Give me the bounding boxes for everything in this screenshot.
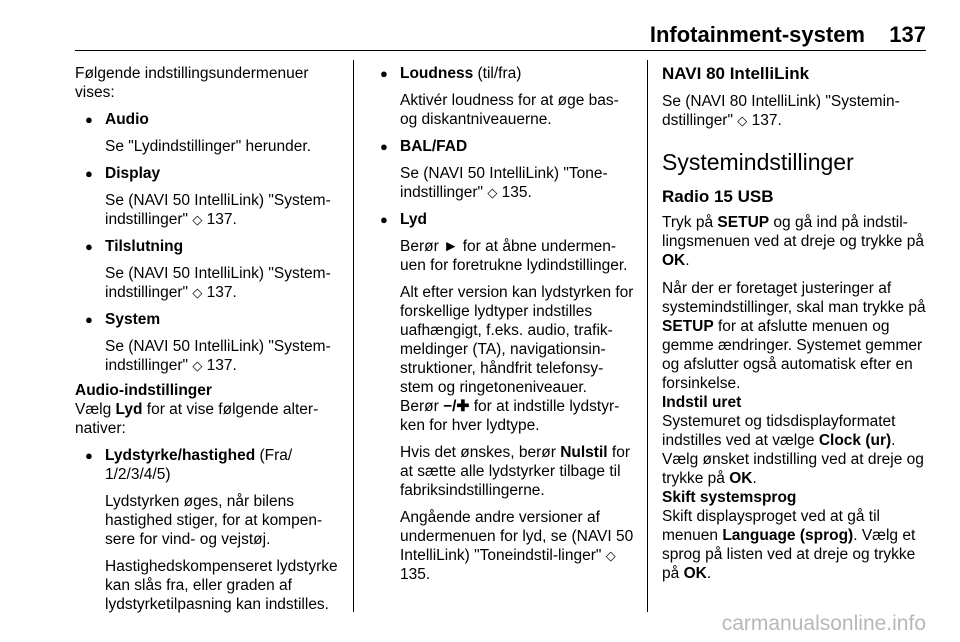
page-header — [0, 0, 960, 52]
bullet-icon: ● — [85, 112, 93, 127]
page-reference-icon: ◇ — [192, 212, 203, 227]
clock-heading: Indstil uret — [662, 394, 742, 411]
audio-intro: Vælg Lyd for at vise følgende alter-nativer: — [75, 401, 319, 437]
bullet-body: Berør ► for at åbne undermen-uen for foretrukne lydindstillinger. — [400, 238, 628, 274]
audio-settings-heading: Audio-indstillinger — [75, 382, 212, 399]
bullet-body: Lydstyrken øges, når bilens hastighed stiger, for at kompen-sere for vind- og vejstøj. — [105, 493, 323, 548]
bullet-lyd — [370, 210, 634, 584]
column-1 — [75, 64, 345, 614]
page-reference-icon: ◇ — [192, 285, 203, 300]
bullet-body: Se "Lydindstillinger" herunder. — [105, 138, 312, 155]
column-divider-1 — [353, 60, 354, 612]
header-title: Infotainment-system — [649, 22, 865, 47]
bullet-icon: ● — [380, 212, 388, 227]
page-reference-icon: ◇ — [192, 358, 203, 373]
bullet-icon: ● — [85, 312, 93, 327]
language-paragraph: Skift displaysproget ved at gå til menuen Language (sprog). Vælg et sprog på listen ved at dreje og trykke på OK. — [662, 508, 916, 582]
bullet-loudness — [370, 64, 634, 129]
language-heading: Skift systemsprog — [662, 489, 797, 506]
bullet-body: Alt efter version kan lydstyrken for forskellige lydtyper indstilles uafhængigt, f.eks. audio, trafik-meldinger (TA), navigationsin-struktioner, håndfrit telefonsy-stem og ringetoneniveauer. Berør −/✚ for at indstille lydstyr-ken for hver lydtype. — [400, 284, 634, 434]
bullet-audio — [75, 110, 345, 156]
bullet-icon: ● — [380, 66, 388, 81]
radio-paragraph-1: Tryk på SETUP og gå ind på indstil-lingsmenuen ved at dreje og trykke på OK. — [662, 214, 924, 269]
bullet-system — [75, 310, 345, 375]
bullet-display — [75, 164, 345, 229]
bullet-icon: ● — [85, 239, 93, 254]
bullet-speed-volume — [75, 446, 345, 614]
intro-text: Følgende indstillingsundermenuer vises: — [75, 65, 309, 101]
play-arrow-icon: ► — [443, 238, 459, 255]
bullet-body: Se (NAVI 50 IntelliLink) "System-indstillinger" ◇ 137. — [105, 265, 331, 301]
bullet-body: Hvis det ønskes, berør Nulstil for at sætte alle lydstyrker tilbage til fabriksindstillingerne. — [400, 444, 630, 499]
bullet-title: Display — [105, 165, 161, 182]
page-reference-icon: ◇ — [487, 185, 498, 200]
radio-paragraph-2: Når der er foretaget justeringer af systemindstillinger, skal man trykke på SETUP for at afslutte menuen og gemme ændringer. Systemet gemmer og afslutter også automatisk efter en forsinkelse. — [662, 280, 926, 392]
bullet-title: Loudness (til/fra) — [400, 65, 522, 82]
navi80-body: Se (NAVI 80 IntelliLink) "Systemin-dstillinger" ◇ 137. — [662, 93, 900, 129]
minus-plus-icon: −/✚ — [443, 398, 470, 415]
bullet-title: BAL/FAD — [400, 138, 468, 155]
bullet-icon: ● — [85, 166, 93, 181]
bullet-title: Audio — [105, 111, 149, 128]
radio-heading: Radio 15 USB — [662, 187, 774, 206]
watermark: carmanualsonline.info — [721, 612, 926, 635]
bullet-body: Se (NAVI 50 IntelliLink) "System-indstillinger" ◇ 137. — [105, 338, 331, 374]
page-reference-icon: ◇ — [737, 113, 748, 128]
page-number: 137 — [889, 22, 926, 47]
bullet-body: Angående andre versioner af undermenuen for lyd, se (NAVI 50 IntelliLink) "Toneindstil-linger" ◇ 135. — [400, 509, 634, 583]
bullet-tilslutning — [75, 237, 345, 302]
system-settings-heading: Systemindstillinger — [662, 149, 854, 175]
navi80-heading: NAVI 80 IntelliLink — [662, 64, 810, 83]
bullet-body: Se (NAVI 50 IntelliLink) "System-indstillinger" ◇ 137. — [105, 192, 331, 228]
page-reference-icon: ◇ — [605, 548, 616, 563]
bullet-body: Hastighedskompenseret lydstyrke kan slås fra, eller graden af lydstyrketilpasning kan indstilles. — [105, 558, 338, 613]
bullet-title: Tilslutning — [105, 238, 184, 255]
bullet-icon: ● — [85, 448, 93, 463]
column-divider-2 — [647, 60, 648, 612]
bullet-balfad — [370, 137, 634, 202]
bullet-title: System — [105, 311, 161, 328]
bullet-body: Aktivér loudness for at øge bas-og diskantniveauerne. — [400, 92, 619, 128]
header-rule — [75, 50, 926, 51]
bullet-title: Lyd — [400, 211, 427, 228]
clock-paragraph: Systemuret og tidsdisplayformatet indstilles ved at vælge Clock (ur). Vælg ønsket indstilling ved at dreje og trykke på OK. — [662, 413, 924, 487]
bullet-title: Lydstyrke/hastighed (Fra/ 1/2/3/4/5) — [105, 447, 293, 483]
column-3 — [662, 64, 926, 583]
column-2 — [370, 64, 634, 584]
bullet-icon: ● — [380, 139, 388, 154]
bullet-body: Se (NAVI 50 IntelliLink) "Tone-indstillinger" ◇ 135. — [400, 165, 608, 201]
